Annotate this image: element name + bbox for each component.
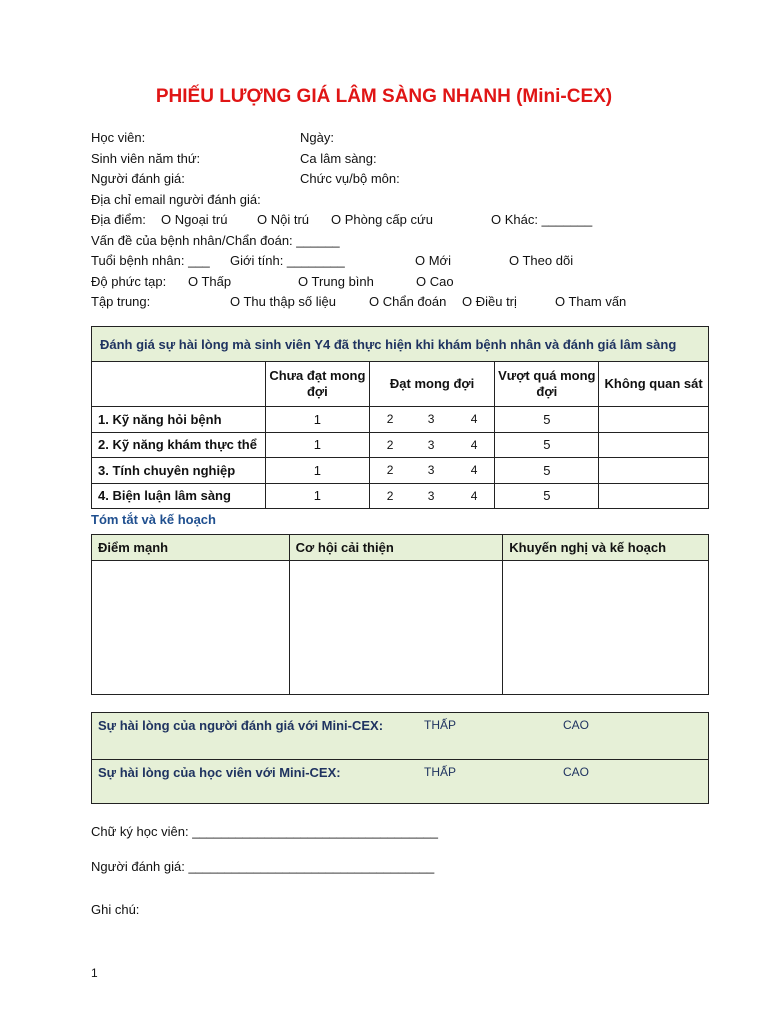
email-label: Địa chỉ email người đánh giá:: [91, 191, 261, 207]
score-not-observed[interactable]: [599, 458, 709, 484]
dia-diem-option-khac[interactable]: O Khác: _______: [491, 212, 593, 227]
van-de-label: Vấn đề của bệnh nhân/Chẩn đoán: ______: [91, 232, 340, 248]
rating-item-label: 2. Kỹ năng khám thực thể: [92, 432, 266, 458]
score-not-observed[interactable]: [599, 432, 709, 458]
col-khuyen-nghi: Khuyến nghị và kế hoạch: [503, 535, 709, 561]
evaluator-satisfaction-label: Sự hài lòng của người đánh giá với Mini-CEX:: [98, 718, 384, 733]
option-cao[interactable]: O Cao: [416, 273, 454, 289]
student-satisfaction-label: Sự hài lòng của học viên với Mini-CEX:: [98, 765, 341, 780]
score-4[interactable]: 4: [470, 488, 478, 503]
evaluator-satisfaction-row: [92, 713, 708, 759]
option-dieu-tri[interactable]: O Điều trị: [462, 294, 517, 309]
score-4[interactable]: 4: [470, 412, 478, 426]
rating-header: Đánh giá sự hài lòng mà sinh viên Y4 đã thực hiện khi khám bệnh nhân và đánh giá lâm sàng: [92, 327, 709, 362]
score-2[interactable]: 2: [386, 412, 394, 426]
score-1[interactable]: 1: [265, 432, 369, 458]
page-number: 1: [91, 966, 98, 980]
diem-manh-field[interactable]: [92, 561, 290, 695]
score-3[interactable]: 3: [427, 437, 435, 452]
satisfaction-box: [91, 712, 709, 804]
dia-diem-option-noi-tru[interactable]: O Nội trú: [257, 212, 310, 227]
rating-col-dat: Đạt mong đợi: [369, 362, 495, 407]
student-signature-line[interactable]: Chữ ký học viên: __________________________________: [91, 824, 439, 839]
score-5[interactable]: 5: [495, 407, 599, 433]
info-section: [91, 128, 711, 313]
tap-trung-label: Tập trung:: [91, 294, 151, 309]
score-5[interactable]: 5: [495, 458, 599, 484]
rating-col-empty: [92, 362, 266, 407]
score-2[interactable]: 2: [386, 437, 394, 452]
rating-item-label: 1. Kỹ năng hỏi bệnh: [92, 407, 266, 433]
evaluator-high-label[interactable]: CAO: [563, 718, 590, 732]
rating-col-vuot-qua: Vượt quá mong đợi: [495, 362, 599, 407]
score-3[interactable]: 3: [427, 463, 435, 477]
rating-item-label: 3. Tính chuyên nghiệp: [92, 458, 266, 484]
score-2[interactable]: 2: [386, 463, 394, 477]
score-2[interactable]: 2: [386, 488, 394, 503]
evaluator-low-label[interactable]: THẤP: [424, 718, 457, 732]
col-co-hoi-cai-thien: Cơ hội cải thiện: [289, 535, 503, 561]
option-thu-thap[interactable]: O Thu thập số liệu: [230, 294, 336, 309]
ngay-label: Ngày:: [300, 130, 334, 145]
ca-lam-sang-label: Ca lâm sàng:: [300, 150, 377, 166]
score-5[interactable]: 5: [495, 483, 599, 509]
score-4[interactable]: 4: [470, 463, 478, 477]
score-4[interactable]: 4: [470, 437, 478, 452]
score-1[interactable]: 1: [265, 483, 369, 509]
rating-table: [91, 326, 709, 509]
rating-row: [92, 407, 709, 433]
col-diem-manh: Điểm mạnh: [92, 535, 290, 561]
rating-row: [92, 458, 709, 484]
option-tham-van[interactable]: O Tham vấn: [555, 294, 627, 309]
gioi-tinh-label: Giới tính: ________: [230, 253, 345, 268]
summary-table: [91, 534, 709, 695]
score-1[interactable]: 1: [265, 458, 369, 484]
nguoi-danh-gia-label: Người đánh giá:: [91, 171, 185, 186]
score-5[interactable]: 5: [495, 432, 599, 458]
form-title: PHIẾU LƯỢNG GIÁ LÂM SÀNG NHANH (Mini-CEX): [155, 86, 613, 107]
co-hoi-cai-thien-field[interactable]: [289, 561, 503, 695]
hoc-vien-label: Học viên:: [91, 130, 146, 145]
khuyen-nghi-field[interactable]: [503, 561, 709, 695]
tuoi-label: Tuổi bệnh nhân: ___: [91, 253, 210, 268]
score-not-observed[interactable]: [599, 407, 709, 433]
chuc-vu-label: Chức vụ/bộ môn:: [300, 171, 400, 186]
option-theo-doi[interactable]: O Theo dõi: [509, 253, 574, 268]
score-3[interactable]: 3: [427, 412, 435, 426]
option-trung-binh[interactable]: O Trung bình: [298, 273, 374, 289]
option-thap[interactable]: O Thấp: [188, 273, 232, 289]
option-chan-doan[interactable]: O Chẩn đoán: [369, 294, 447, 309]
sinh-vien-label: Sinh viên năm thứ:: [91, 150, 201, 166]
dia-diem-option-ngoai-tru[interactable]: O Ngoại trú: [161, 212, 228, 227]
student-low-label[interactable]: THẤP: [424, 765, 457, 779]
summary-heading: Tóm tắt và kế hoạch: [91, 512, 216, 527]
student-high-label[interactable]: CAO: [563, 765, 590, 779]
dia-diem-option-cap-cuu[interactable]: O Phòng cấp cứu: [331, 212, 433, 227]
score-1[interactable]: 1: [265, 407, 369, 433]
rating-item-label: 4. Biện luận lâm sàng: [92, 483, 266, 509]
student-satisfaction-row: [92, 759, 708, 806]
rating-col-khong-quan-sat: Không quan sát: [599, 362, 709, 407]
score-3[interactable]: 3: [427, 488, 435, 503]
dia-diem-label: Địa điểm:: [91, 212, 146, 227]
note-label: Ghi chú:: [91, 902, 140, 917]
option-moi[interactable]: O Mới: [415, 253, 451, 268]
do-phuc-tap-label: Độ phức tạp:: [91, 273, 167, 289]
rating-row: [92, 483, 709, 509]
evaluator-signature-line[interactable]: Người đánh giá: __________________________________: [91, 859, 435, 874]
rating-col-chua-dat: Chưa đạt mong đợi: [265, 362, 369, 407]
score-not-observed[interactable]: [599, 483, 709, 509]
rating-row: [92, 432, 709, 458]
